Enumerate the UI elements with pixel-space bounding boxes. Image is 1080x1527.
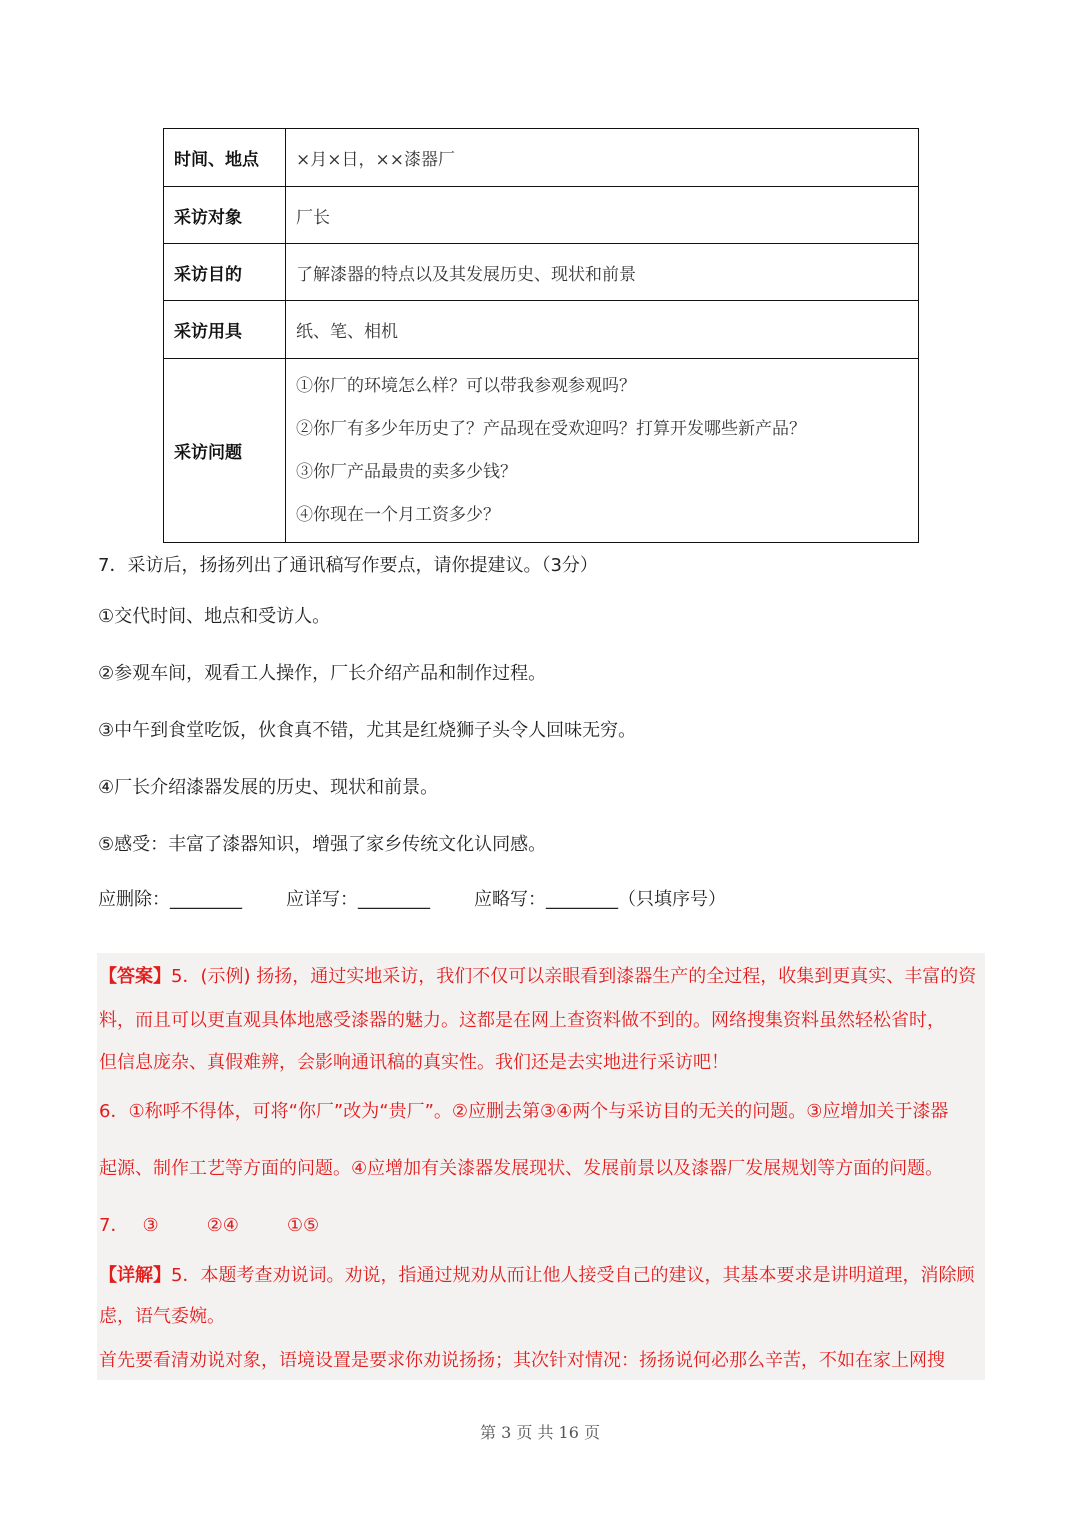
writing-point: ④厂长介绍漆器发展的历史、现状和前景。 bbox=[98, 777, 439, 798]
answer-7-value: ③ bbox=[142, 1215, 159, 1236]
table-row bbox=[164, 129, 919, 187]
explain-line: 首先要看清劝说对象，语境设置是要求你劝说扬扬；其次针对情况：扬扬说何必那么辛苦，不如在家上网搜 bbox=[99, 1350, 945, 1371]
question-item: ①你厂的环境怎么样？可以带我参观参观吗？ bbox=[296, 375, 636, 396]
answer-7-line bbox=[99, 1213, 319, 1239]
question-item: ③你厂产品最贵的卖多少钱？ bbox=[296, 461, 517, 482]
row-label: 采访对象 bbox=[164, 187, 286, 244]
explain-line bbox=[99, 1263, 974, 1289]
writing-point: ②参观车间，观看工人操作，厂长介绍产品和制作过程。 bbox=[98, 663, 547, 684]
question-item: ④你现在一个月工资多少？ bbox=[296, 504, 500, 525]
fill-delete bbox=[98, 885, 242, 911]
row-value: 纸、笔、相机 bbox=[286, 301, 919, 359]
page-number: 第 3 页 共 16 页 bbox=[480, 1423, 600, 1442]
fill-detail-label: 应详写： bbox=[286, 889, 358, 910]
writing-point: ⑤感受：丰富了漆器知识，增强了家乡传统文化认同感。 bbox=[98, 834, 547, 855]
explain-tag: 【详解】 bbox=[99, 1265, 171, 1286]
row-value: 厂长 bbox=[286, 187, 919, 244]
fill-blank: ________ bbox=[358, 889, 430, 910]
answer-7-number: 7． bbox=[99, 1215, 129, 1236]
explain-line: 虑，语气委婉。 bbox=[99, 1306, 225, 1327]
row-label: 采访问题 bbox=[164, 359, 286, 543]
table-row-questions bbox=[164, 359, 919, 543]
fill-blank: ________ bbox=[170, 889, 242, 910]
interview-table bbox=[163, 128, 919, 543]
answer-7-value: ①⑤ bbox=[286, 1215, 320, 1236]
table-row bbox=[164, 187, 919, 244]
table-row bbox=[164, 301, 919, 359]
question-item: ②你厂有多少年历史了？产品现在受欢迎吗？打算开发哪些新产品？ bbox=[296, 418, 806, 439]
fill-delete-label: 应删除： bbox=[98, 889, 170, 910]
answer-5-line: 料，而且可以更直观具体地感受漆器的魅力。这都是在网上查资料做不到的。网络搜集资料虽然轻松省时， bbox=[99, 1010, 945, 1031]
explain-text: 5．本题考查劝说词。劝说，指通过规劝从而让他人接受自己的建议，其基本要求是讲明道理，消除顾 bbox=[171, 1265, 975, 1286]
row-label: 采访用具 bbox=[164, 301, 286, 359]
fill-note: （只填序号） bbox=[618, 889, 726, 910]
row-value: 了解漆器的特点以及其发展历史、现状和前景 bbox=[286, 244, 919, 301]
writing-point: ③中午到食堂吃饭，伙食真不错，尤其是红烧狮子头令人回味无穷。 bbox=[98, 720, 637, 741]
writing-point: ①交代时间、地点和受访人。 bbox=[98, 606, 331, 627]
fill-brief bbox=[474, 885, 726, 911]
row-label: 采访目的 bbox=[164, 244, 286, 301]
row-label: 时间、地点 bbox=[164, 129, 286, 187]
question-7 bbox=[98, 549, 988, 911]
fill-detail bbox=[286, 885, 430, 911]
fill-brief-label: 应略写： bbox=[474, 889, 546, 910]
table-row bbox=[164, 244, 919, 301]
row-value: ×月×日，××漆器厂 bbox=[286, 129, 919, 187]
answer-5-text: 5．(示例) 扬扬，通过实地采访，我们不仅可以亲眼看到漆器生产的全过程，收集到更真实、丰富的资 bbox=[171, 966, 977, 987]
fill-blank: ________ bbox=[546, 889, 618, 910]
fill-in-row bbox=[98, 885, 988, 911]
questions-cell bbox=[286, 359, 919, 543]
answer-5-line bbox=[99, 964, 976, 990]
answer-6-line: 起源、制作工艺等方面的问题。④应增加有关漆器发展现状、发展前景以及漆器厂发展规划等方面的问题。 bbox=[99, 1158, 944, 1179]
answer-5-line: 但信息庞杂、真假难辨，会影响通讯稿的真实性。我们还是去实地进行采访吧！ bbox=[99, 1052, 729, 1073]
question-7-title: 7．采访后，扬扬列出了通讯稿写作要点，请你提建议。（3分） bbox=[98, 555, 598, 576]
answer-7-value: ②④ bbox=[206, 1215, 239, 1236]
answer-6-line: 6．①称呼不得体，可将“你厂”改为“贵厂”。②应删去第③④两个与采访目的无关的问题。③应增加关于漆器 bbox=[99, 1101, 949, 1122]
answer-tag: 【答案】 bbox=[99, 966, 171, 987]
answer-box bbox=[97, 953, 985, 1380]
